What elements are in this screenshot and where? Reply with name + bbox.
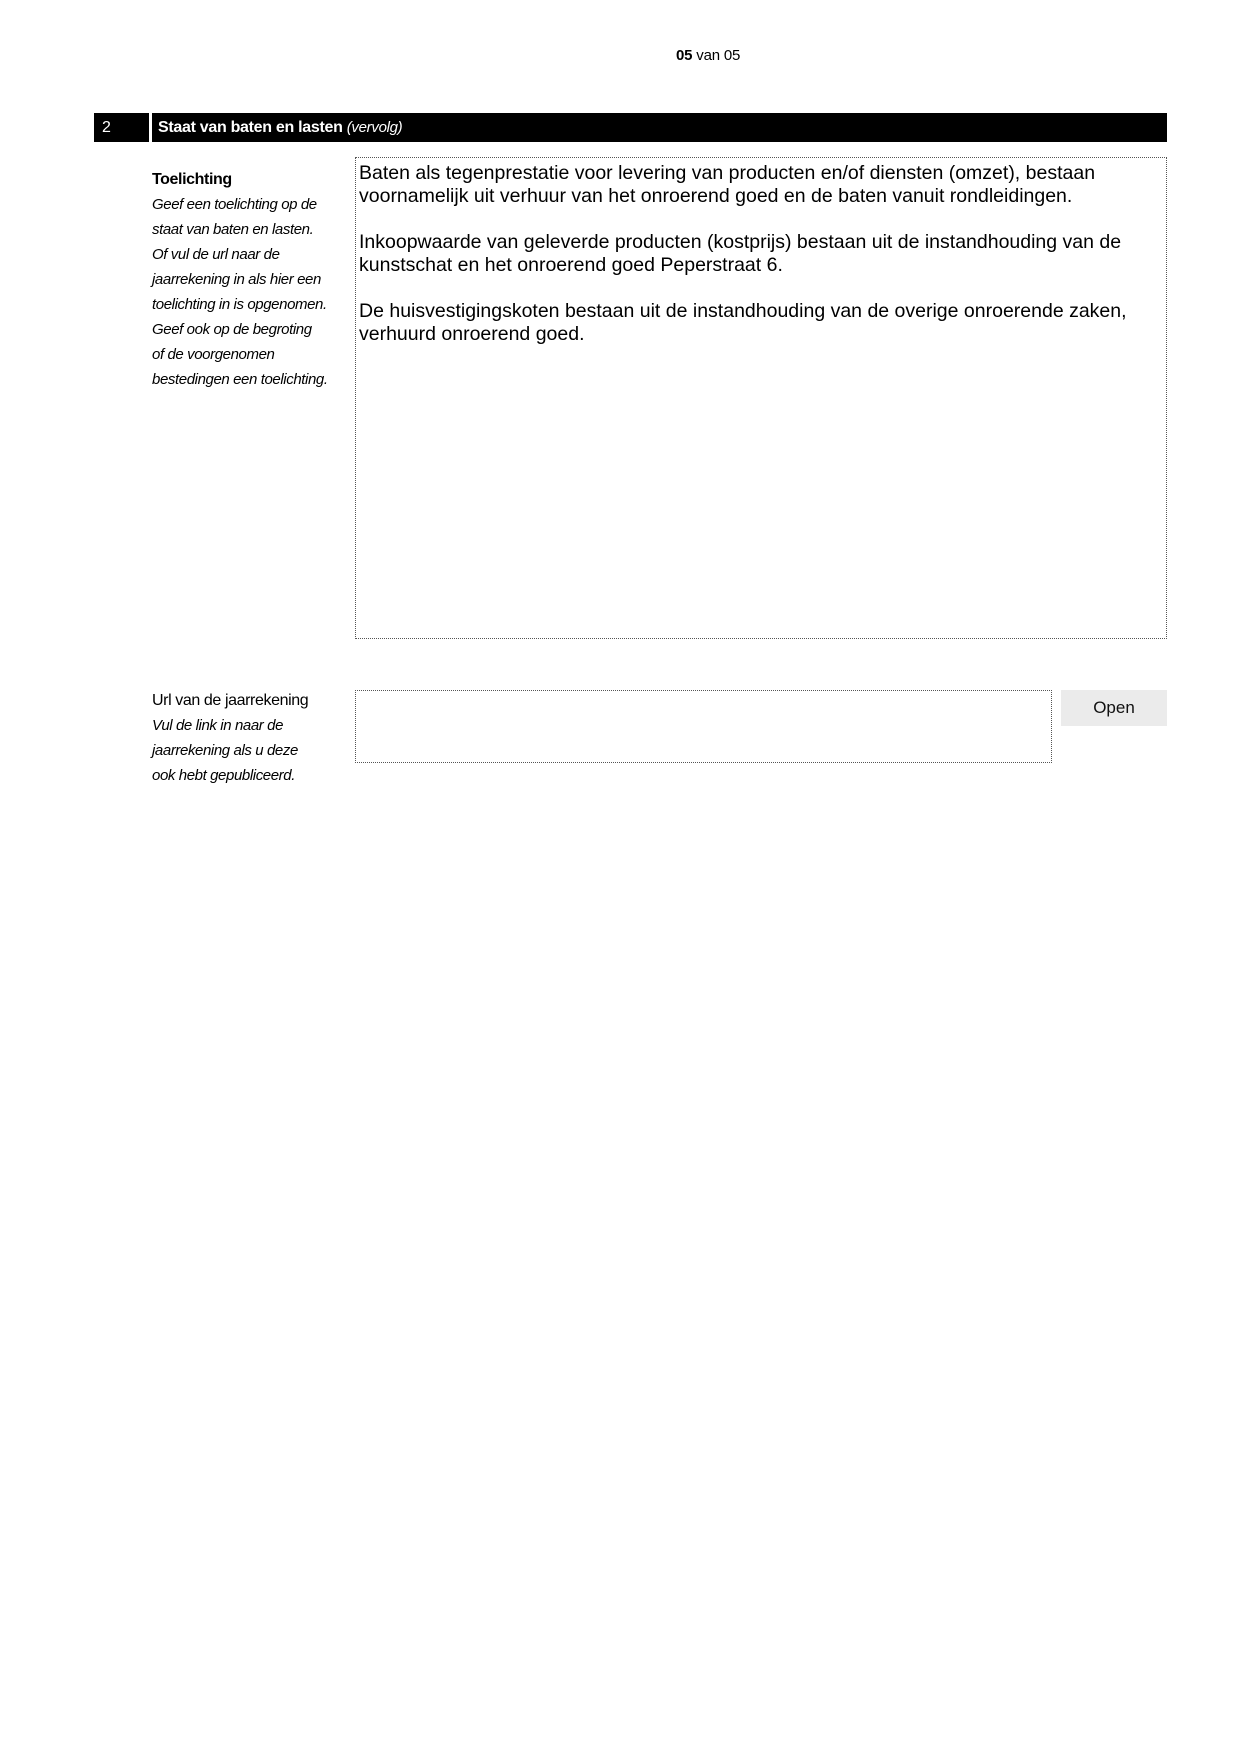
- toelichting-help-line: Geef ook op de begroting: [152, 321, 312, 338]
- toelichting-help-line: Of vul de url naar de: [152, 246, 280, 263]
- toelichting-paragraph: Inkoopwaarde van geleverde producten (kostprijs) bestaan uit de instandhouding van de kunstschat en het onroerend goed Peperstraat 6.: [359, 231, 1122, 276]
- toelichting-help-line: toelichting in is opgenomen.: [152, 296, 327, 313]
- section-subtitle: (vervolg): [346, 119, 403, 136]
- toelichting-text: [359, 162, 1158, 369]
- url-help-line: jaarrekening als u deze: [152, 742, 298, 759]
- toelichting-help-line: jaarrekening in als hier een: [152, 271, 321, 288]
- toelichting-paragraph: De huisvestigingskoten bestaan uit de instandhouding van de overige onroerende zaken, verhuurd onroerend goed.: [359, 300, 1127, 345]
- page-current: 05: [676, 47, 693, 64]
- toelichting-label: Toelichting: [152, 171, 232, 188]
- section-header: [152, 113, 1167, 142]
- url-label-block: [152, 688, 342, 788]
- toelichting-textarea[interactable]: [355, 157, 1167, 639]
- toelichting-paragraph: Baten als tegenprestatie voor levering van producten en/of diensten (omzet), bestaan voornamelijk uit verhuur van het onroerend goed en de baten vanuit rondleidingen.: [359, 162, 1096, 207]
- toelichting-help-line: Geef een toelichting op de: [152, 196, 317, 213]
- page-total: 05: [723, 47, 741, 64]
- toelichting-help-line: bestedingen een toelichting.: [152, 371, 328, 388]
- url-help-line: Vul de link in naar de: [152, 717, 284, 734]
- url-help-line: ook hebt gepubliceerd.: [152, 767, 295, 784]
- section-title: Staat van baten en lasten: [158, 119, 343, 136]
- page-separator: van: [696, 47, 720, 64]
- toelichting-label-block: [152, 167, 342, 392]
- page-number: [676, 47, 740, 64]
- url-input[interactable]: [355, 690, 1052, 763]
- toelichting-help-line: of de voorgenomen: [152, 346, 275, 363]
- section-number: 2: [94, 113, 149, 142]
- toelichting-help-line: staat van baten en lasten.: [152, 221, 314, 238]
- url-label: Url van de jaarrekening: [152, 692, 309, 709]
- open-button[interactable]: Open: [1061, 690, 1167, 726]
